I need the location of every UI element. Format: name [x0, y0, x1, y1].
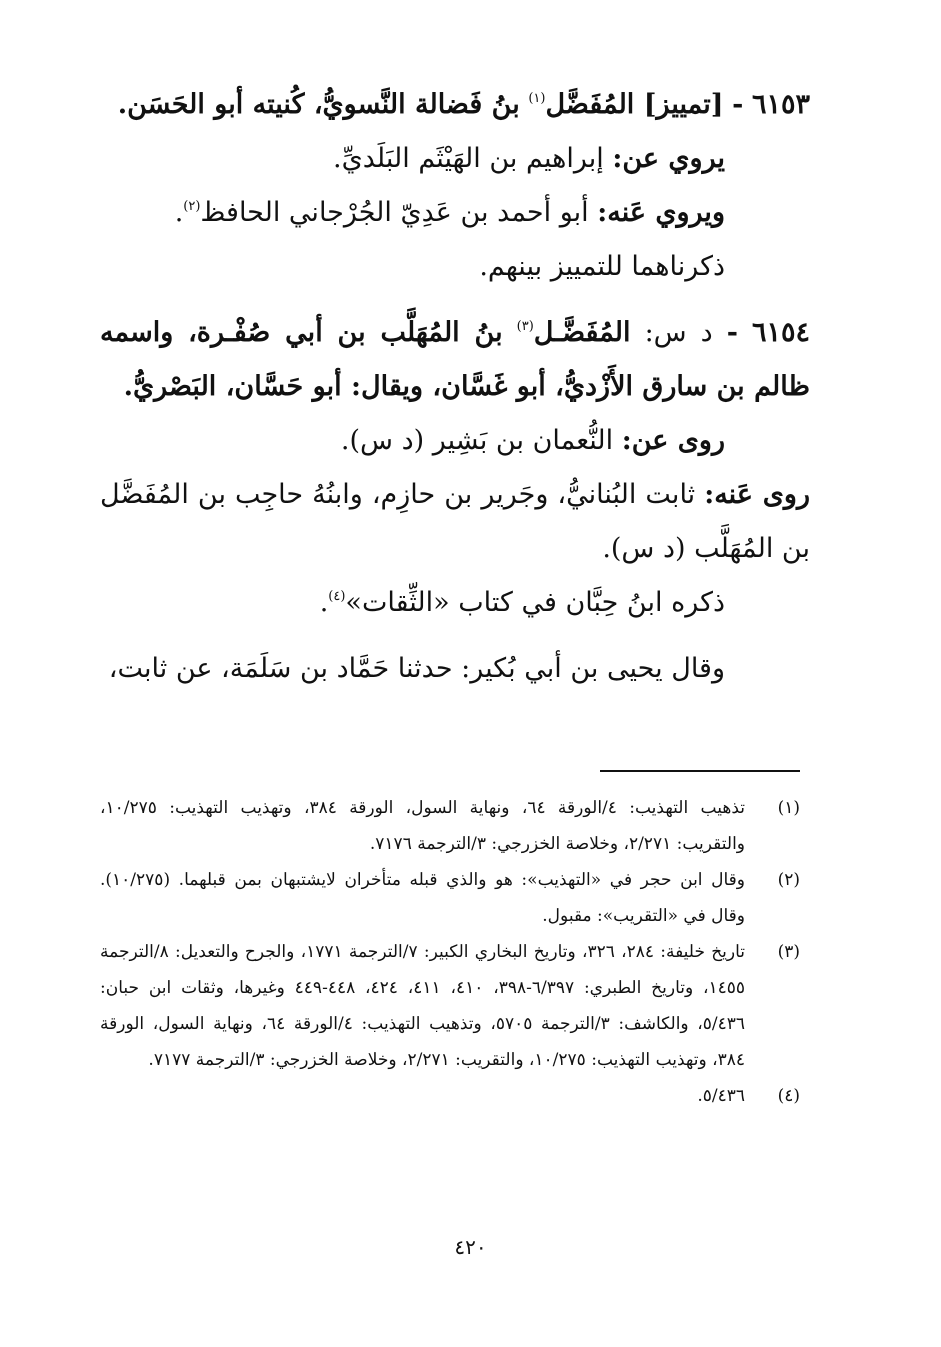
continuation-text: وقال يحيى بن أبي بُكير: حدثنا حَمَّاد بن سَلَمَة، عن ثابت، — [108, 653, 725, 684]
footnote-ref: (٤) — [328, 589, 346, 604]
narrated-by-text: ثابت البُنانيُّ، وجَرير بن حازِم، وابنُهُ حاجِب بن المُفَضَّل بن المُهَلَّب (د س). — [100, 479, 810, 564]
narrates-from-text: النُّعمان بن بَشِير (د س). — [340, 425, 614, 456]
footnote-text: تاريخ خليفة: ٢٨٤، ٣٢٦، وتاريخ البخاري الكبير: ٧/الترجمة ١٧٧١، والجرح والتعديل: ٨/الترجمة ١٤٥٥، وتاريخ الطبري: ٦/٣٩٧-٣٩٨، ٤١٠، ٤١١، ٤٢٤، ٤٤٨-٤٤٩ وغيرها، وثقات ابن حبان: ٥/٤٣٦، والكاشف: ٣/الترجمة ٥٧٠٥، وتذهيب التهذيب: ٤/الورقة ٦٤، ونهاية السول، الورقة ٣٨٤، وتهذيب التهذيب: ١٠/٢٧٥، والتقريب: ٢/٢٧١، وخلاصة الخزرجي: ٣/الترجمة ٧١٧٧. — [100, 942, 746, 1070]
footnote-1 — [100, 790, 800, 862]
footnote-text: ٥/٤٣٦. — [697, 1086, 745, 1106]
footnote-ref: (١) — [528, 91, 546, 106]
footnote-3 — [100, 934, 800, 1078]
entry-note-text: ذكرناهما للتمييز بينهم. — [479, 251, 725, 282]
entry-number: ٦١٥٤ — [751, 317, 810, 348]
mention-end: . — [319, 587, 329, 618]
footnote-2 — [100, 862, 800, 934]
entry-dash: - — [732, 89, 744, 120]
narrated-by-end: . — [174, 197, 184, 228]
narrated-by-text: أبو أحمد بن عَدِيّ الجُرْجاني الحافظ — [200, 197, 589, 228]
narrates-from-text: إبراهيم بن الهَيْثَم البَلَديِّ. — [333, 143, 604, 174]
entry-heading-rest: بنُ فَضالة النَّسويُّ، كُنيته أبو الحَسَن. — [117, 89, 520, 120]
footnote-text: تذهيب التهذيب: ٤/الورقة ٦٤، ونهاية السول، الورقة ٣٨٤، وتهذيب التهذيب: ١٠/٢٧٥، والتقريب: ٢/٢٧١، وخلاصة الخزرجي: ٣/الترجمة ٧١٧٦. — [100, 798, 745, 854]
entry-number: ٦١٥٣ — [751, 89, 810, 120]
entry-heading-rest: بنُ المُهَلَّب بن أبي صُفْـرة، واسمه ظالم بن سارق الأَزْديُّ، أبو غَسَّان، ويقال: أبو حَسَّان، البَصْريُّ. — [100, 317, 810, 402]
footnote-ref: (٢) — [183, 199, 201, 214]
footnote-separator — [600, 770, 800, 772]
entry-6153-narrates-from — [100, 132, 810, 186]
entry-name: [تمييز] المُفَضَّل — [545, 89, 724, 120]
entry-6154-mention — [100, 576, 810, 630]
narrated-by-label: ويروي عَنه: — [597, 197, 725, 228]
mention-text: ذكره ابنُ حِبَّان في كتاب «الثِّقات» — [345, 587, 725, 618]
entry-6154-narrates-from — [100, 414, 810, 468]
entry-6154-narrated-by — [100, 468, 810, 576]
page-number: ٤٢٠ — [454, 1235, 487, 1259]
entry-name: المُفَضَّـل — [533, 317, 631, 348]
footnote-number: (٤) — [777, 1086, 800, 1106]
entry-code: د س: — [644, 317, 713, 348]
footnote-number: (٢) — [777, 870, 800, 890]
footnote-ref: (٣) — [516, 319, 534, 334]
entry-dash: - — [726, 317, 738, 348]
footnote-number: (٣) — [777, 942, 800, 962]
narrated-by-label: روى عَنه: — [704, 479, 810, 510]
narrates-from-label: روى عن: — [621, 425, 725, 456]
narrates-from-label: يروي عن: — [612, 143, 725, 174]
footnote-4 — [100, 1078, 800, 1114]
entry-6154-heading — [100, 306, 810, 414]
main-text — [100, 78, 810, 696]
footnote-text: وقال ابن حجر في «التهذيب»: هو والذي قبله متأخران لايشتبهان بمن قبلهما. (١٠/٢٧٥). وقال في «التقريب»: مقبول. — [100, 870, 745, 926]
footnotes — [100, 790, 800, 1114]
entry-6154-last-line — [100, 642, 810, 696]
footnote-number: (١) — [777, 798, 800, 818]
entry-6153-narrated-by — [100, 186, 810, 240]
entry-6153-heading — [100, 78, 810, 132]
entry-6153-note — [100, 240, 810, 294]
